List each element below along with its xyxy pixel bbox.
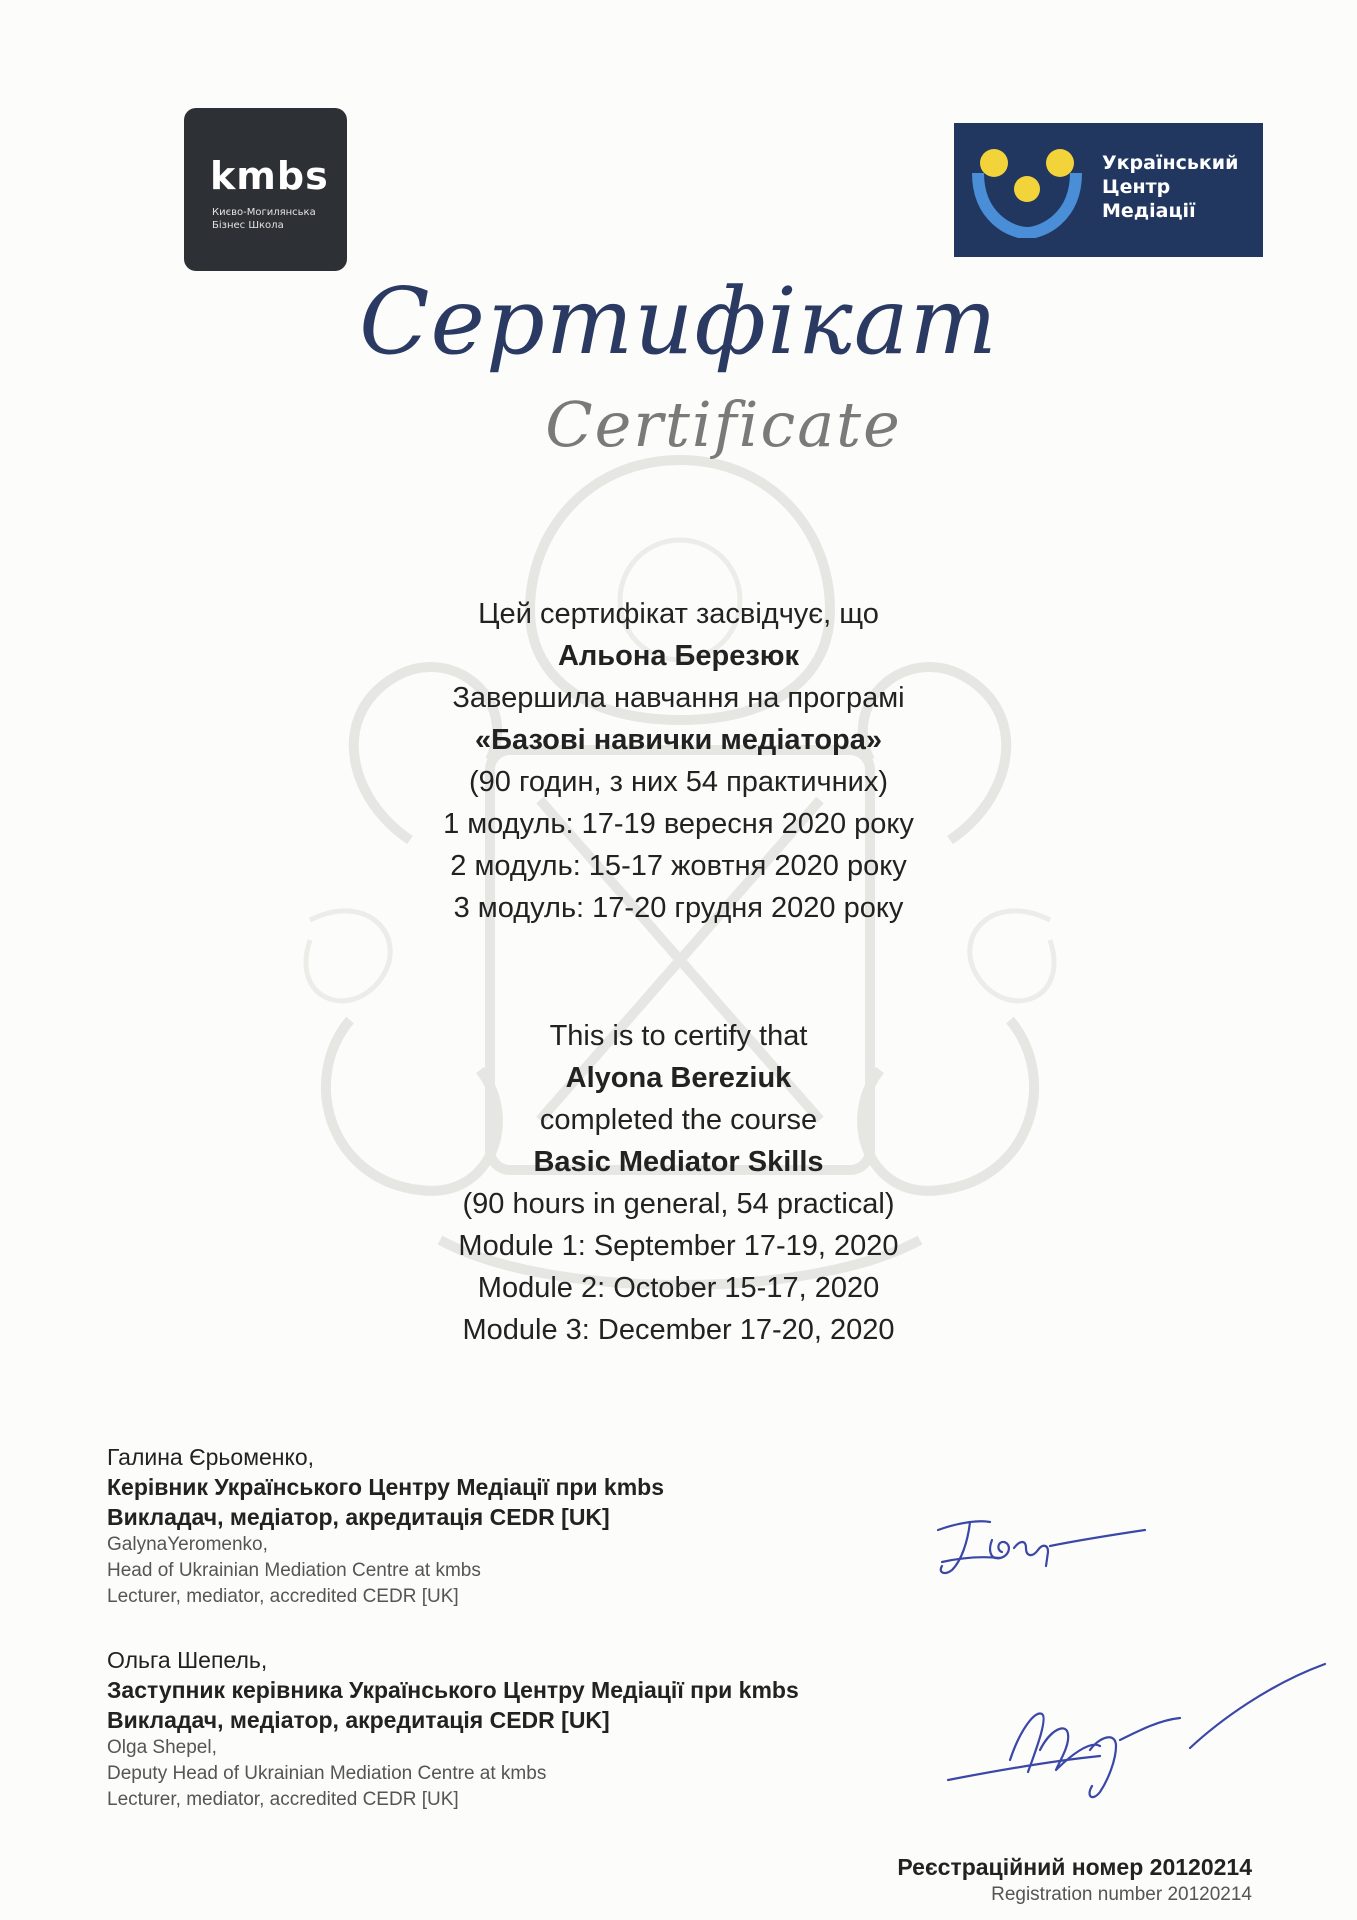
- hours-text-en: (90 hours in general, 54 practical): [462, 1188, 895, 1220]
- program-name-uk: «Базові навички медіатора»: [474, 724, 883, 756]
- module-2-uk: 2 модуль: 15-17 жовтня 2020 року: [450, 850, 907, 882]
- registration-number-en: Registration number 20120214: [991, 1884, 1252, 1905]
- certify-text-en: This is to certify that: [549, 1020, 808, 1052]
- recipient-name-uk: Альона Березюк: [557, 640, 800, 672]
- module-2-en: Module 2: October 15-17, 2020: [477, 1272, 880, 1304]
- certificate-title-en: Certificate: [545, 388, 902, 461]
- signatory-1-title-en: Lecturer, mediator, accredited CEDR [UK]: [107, 1586, 459, 1607]
- certificate-body-uk: [0, 593, 1357, 929]
- signatory-1-role-uk: Керівник Українського Центру Медіації при kmbs: [107, 1474, 665, 1500]
- signature-1: [930, 1500, 1150, 1590]
- signatory-1-role-en: Head of Ukrainian Mediation Centre at kmbs: [107, 1560, 481, 1581]
- kmbs-logo-subtitle: [212, 206, 316, 232]
- ucm-logo: [954, 123, 1263, 257]
- program-name-en: Basic Mediator Skills: [533, 1146, 824, 1178]
- ucm-text-line1: Український: [1102, 152, 1239, 174]
- certificate-title-uk: Сертифікат: [359, 268, 998, 375]
- kmbs-subtitle-line1: Києво-Могилянська: [212, 207, 316, 218]
- recipient-name-en: Alyona Bereziuk: [565, 1062, 792, 1094]
- signatory-1: [107, 1442, 927, 1610]
- signatory-1-name-en: GalynaYeromenko,: [107, 1534, 268, 1555]
- signatory-2-name-en: Olga Shepel,: [107, 1737, 217, 1758]
- kmbs-logo: [184, 108, 347, 271]
- signatory-2-title-uk: Викладач, медіатор, акредитація CEDR [UK]: [107, 1707, 610, 1733]
- signatory-2-name-uk: Ольга Шепель,: [107, 1647, 268, 1673]
- certificate-body-en: [0, 1015, 1357, 1351]
- signatory-2-role-en: Deputy Head of Ukrainian Mediation Centre at kmbs: [107, 1763, 547, 1784]
- ucm-logo-mark: [972, 143, 1082, 238]
- kmbs-logo-wordmark: kmbs: [210, 154, 329, 198]
- registration-number: [897, 1852, 1252, 1908]
- kmbs-subtitle-line2: Бізнес Школа: [212, 220, 284, 231]
- certify-text-uk: Цей сертифікат засвідчує, що: [478, 598, 879, 630]
- ucm-text-line3: Медіації: [1102, 200, 1196, 222]
- ucm-logo-text: [1102, 151, 1238, 223]
- registration-number-uk: Реєстраційний номер 20120214: [897, 1854, 1252, 1880]
- ucm-text-line2: Центр: [1102, 176, 1171, 198]
- signatory-2-title-en: Lecturer, mediator, accredited CEDR [UK]: [107, 1789, 459, 1810]
- module-1-en: Module 1: September 17-19, 2020: [458, 1230, 899, 1262]
- signatory-2-role-uk: Заступник керівника Українського Центру Медіації при kmbs: [107, 1677, 799, 1703]
- completed-text-en: completed the course: [539, 1104, 818, 1136]
- signatory-1-title-uk: Викладач, медіатор, акредитація CEDR [UK]: [107, 1504, 610, 1530]
- hours-text-uk: (90 годин, з них 54 практичних): [468, 766, 889, 798]
- signature-2: [940, 1660, 1330, 1820]
- module-1-uk: 1 модуль: 17-19 вересня 2020 року: [443, 808, 914, 840]
- module-3-uk: 3 модуль: 17-20 грудня 2020 року: [453, 892, 904, 924]
- completed-text-uk: Завершила навчання на програмі: [452, 682, 905, 714]
- signatory-2: [107, 1645, 927, 1813]
- module-3-en: Module 3: December 17-20, 2020: [462, 1314, 895, 1346]
- signatory-1-name-uk: Галина Єрьоменко,: [107, 1444, 315, 1470]
